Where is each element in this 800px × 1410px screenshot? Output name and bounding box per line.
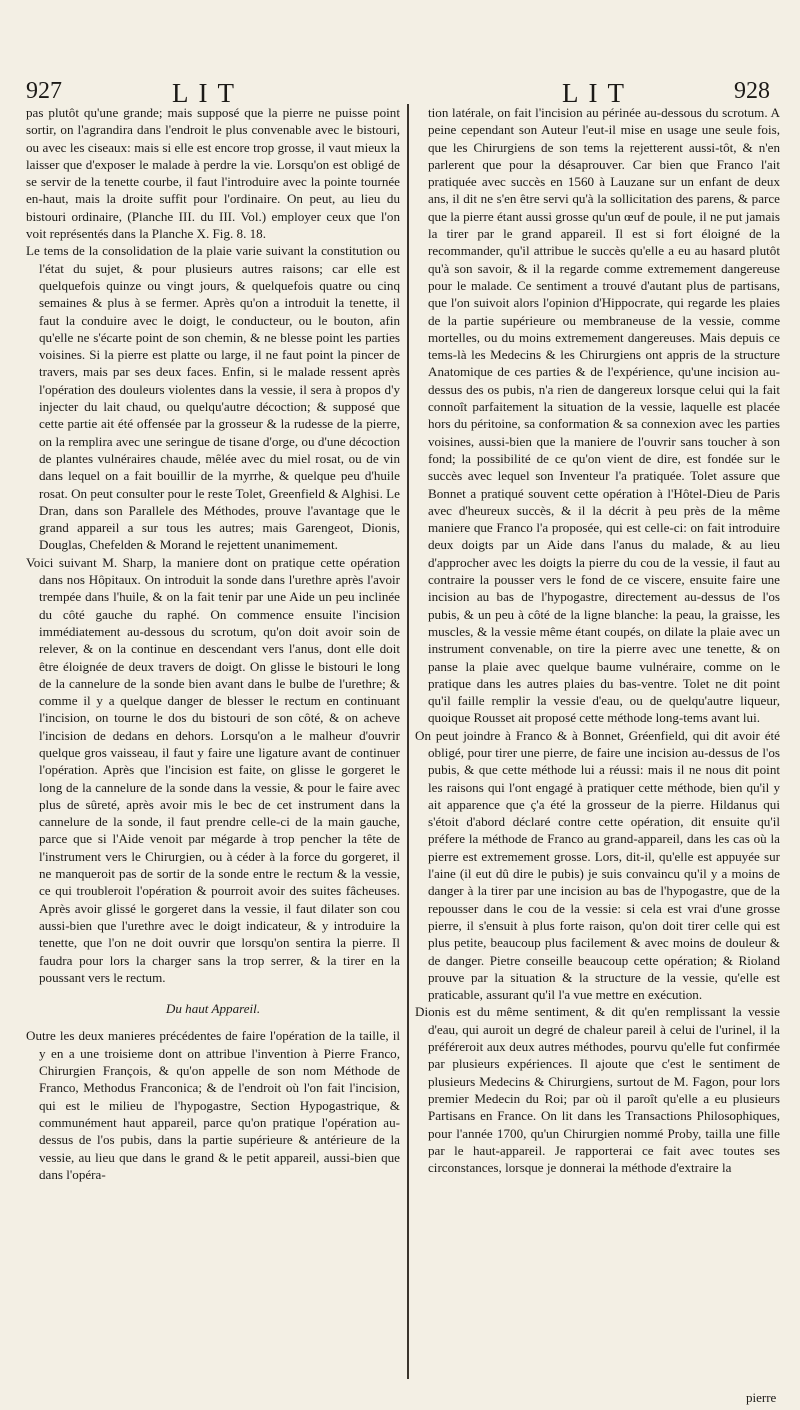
right-paragraph-1: tion latérale, on fait l'incision au périnée au-dessous du scrotum. A peine cependant son Auteur l'eut-il mise en usage une seule fois, que les Chirurgiens de son tems la rejetterent aussi-tôt, & n'en parlerent que pour la désaprouver. Car bien que Franco l'ait pratiquée avec succès en 1560 à Lauzane sur un enfant de deux ans, il dit ne s'en être servi qu'à la sollicitation des parens, & parce que la pierre étant aussi grosse qu'un œuf de poule, il ne put jamais la tirer par le grand appareil. Il est si fort éloigné de la recommander, qu'il attribue le succès qu'elle a eu au hasard plutôt qu'à son savoir, & il la regarde comme extremement dangereuse pour le malade. Ce sentiment a trouvé d'autant plus de partisans, que l'on suivoit alors l'opinion d'Hippocrate, qui regarde les plaies de la partie supérieure ou membraneuse de la vessie, comme mortelles, ou du moins extremement dangereuses. Mais depuis ce tems-là les Medecins & les Chirurgiens ont appris de la structure Anatomique de ces parties & de l'expérience, qu'une incision au-dessus des os pubis, n'a rien de dangereux lorsque celui qui la fait connoît parfaitement la situation de la vessie, laquelle est placée hors du péritoine, sa conformation & sa connexion avec les parties voisines, aussi-bien que la maniere de l'ouvrir sans toucher à son fond; la possibilité de ce qu'on vient de dire, est fondée sur le succès avec lequel son Inventeur l'a pratiquée. Tolet assure que Bonnet a pratiqué souvent cette opération à l'Hôtel-Dieu de Paris avec d'heureux succès, & il la décrit à peu près de la même maniere que Franco l'a proposée, qui est celle-ci: on fait introduire deux doigts par un Aide dans l'anus du malade, & au lieu d'approcher avec les doigts la pierre du cou de la vessie, il faut au contraire la pousser vers le fond de ce viscere, ensuite faire une incision au bas de l'hypogastre, directement au-dessus de l'os pubis, & un peu à côté de la ligne blanche: la peau, la graisse, les muscles, & la vessie même étant coupés, on dilate la plaie avec un instrument convenable, on tire la pierre avec une tenette, & on panse la plaie avec quelque baume vulnéraire, comme on le pratique dans les autres plaies du bas-ventre. Tolet ne dit point qu'il faille remplir la vessie d'eau, ou de quelqu'autre liqueur, quoique Rousset ait proposé cette méthode long-tems avant lui. <box>428 105 780 726</box>
right-paragraph-2: On peut joindre à Franco & à Bonnet, Gréenfield, qui dit avoir été obligé, pour tirer une pierre, de faire une incision au-dessus de l'os pubis, & que cette méthode lui a réussi: mais il ne nous dit point les raisons qui l'ont engagé à pratiquer cette méthode, bien qu'il y ait apparence que ç'a été la grosseur de la pierre. Hildanus qui s'étoit d'abord déclaré contre cette opération, dit ensuite qu'il préfere la méthode de Franco au grand-appareil, dans les cas où la pierre est extremement grosse. Lors, dit-il, qu'elle est appuyée sur l'aine (il eut dû dire le pubis) je suis convaincu qu'il y a moins de danger à la tirer par une incision au bas de l'hypogastre, que de la repousser dans le cou de la vessie: si cela est vrai d'une grosse pierre, il s'ensuit à plus forte raison, qu'on doit tirer celle qui est plus petite, beaucoup plus facilement & avec moins de douleur & de danger. Pietre conseille beaucoup cette opération; & Rioland prouve par la situation & la structure de la vessie, qu'elle est praticable, assurant qu'il l'a vue mettre en exécution. <box>415 727 780 1003</box>
right-running-head: LIT <box>562 78 634 108</box>
left-column <box>26 104 400 1394</box>
left-paragraph-3: Voici suivant M. Sharp, la maniere dont on pratique cette opération dans nos Hôpitaux. On introduit la sonde dans l'urethre après l'avoir trempée dans l'huile, & on la fait tenir par une Aide un peu inclinée du côté gauche du raphé. On commence ensuite l'incision immédiatement au-dessous du scrotum, qu'on doit avoir soin de relever, & on la continue en descendant vers l'anus, dont elle doit être éloignée de deux travers de doigt. On glisse le bistouri le long de la cannelure de la sonde bien avant dans le bulbe de l'urethre; & comme il y a quelque danger de blesser le rectum en continuant l'incision, on tourne le dos du bistouri de son côté, & on acheve l'incision de dedans en dehors. Lorsqu'on a le malheur d'ouvrir quelque gros vaisseau, il faut y faire une ligature avant de continuer l'opération. Après que l'incision est faite, on glisse le gorgeret le long de la cannelure de la sonde dans la vessie, & pour le faire avec plus de sûreté, après avoir mis le bec de cet instrument dans la cannelure de la sonde, il faut prendre celle-ci de la main gauche, parce que si l'Aide venoit par mégarde à trop pencher la tête de l'instrument vers le Chirurgien, ou à céder à la force du gorgeret, il ne manqueroit pas de sortir de la sonde entre le rectum & la vessie, ce qui troubleroit l'opération & pourroit avoir des suites fâcheuses. Après avoir glissé le gorgeret dans la vessie, il faut dilater son cou aussi-bien que l'urethre avec le doigt indicateur, & y introduire la tenette, que l'on ne doit ouvrir que lorsqu'on sentira la pierre. Il faudra pour lors la charger sans la trop serrer, & la tirer en la poussant vers le rectum. <box>26 554 400 985</box>
left-paragraph-4: Outre les deux manieres précédentes de faire l'opération de la taille, il y en a une troisieme dont on attribue l'invention à Pierre Franco, Chirurgien François, & qu'on appelle de son nom Méthode de Franco, Methodus Franconica; & de l'endroit où l'on fait l'incision, qui est le milieu de l'hypogastre, Section Hypogastrique, & communément haut appareil, parce qu'on pratique l'opération au-dessus de l'os pubis, dans la partie supérieure & antérieure de la vessie, au lieu que dans le grand & le petit appareil, aussi-bien que dans l'opéra- <box>26 1028 400 1182</box>
right-paragraph-3: Dionis est du même sentiment, & dit qu'en remplissant la vessie d'eau, qui auroit un degré de chaleur pareil à celui de l'urinel, il la préféreroit aux deux autres méthodes, pourvu qu'elle fut confirmée par plusieurs expériences. Il ajoute que c'est le sentiment de plusieurs Medecins & Chirurgiens, surtout de M. Fagon, pour lors premier Medecin du Roi; par où il paroît qu'elle a eu plusieurs Partisans en France. On lit dans les Transactions Philosophiques, pour l'année 1700, qu'un Chirurgien nommé Proby, tailla une fille par le haut-appareil. Je rapporterai ce fait avec toutes ses circonstances, lorsque je donnerai la méthode d'extraire la <box>415 1004 780 1176</box>
right-column <box>415 104 780 1394</box>
left-paragraph-1: pas plutôt qu'une grande; mais supposé que la pierre ne puisse point sortir, on l'agrandira dans l'endroit le plus convenable avec le bistouri, ou avec les ciseaux: mais si elle est encore trop grosse, il vaut mieux la laisser que d'exposer le malade à perdre la vie. Lorsqu'on est obligé de se servir de la tenette courbe, il faut l'introduire avec la pointe tournée en-haut, mais la droite suffit pour l'ordinaire. On peut, au lieu du bistouri ordinaire, (Planche III. du III. Vol.) employer ceux que l'on voit représentés dans la Planche X. Fig. 8. 18. <box>26 105 400 242</box>
section-heading: Du haut Appareil. <box>165 1001 261 1017</box>
catchword: pierre <box>746 1390 777 1405</box>
left-paragraph-2: Le tems de la consolidation de la plaie varie suivant la constitution ou l'état du sujet, & pour plusieurs autres raisons; car elle est quelquefois quinze ou vingt jours, & quelquefois quatre ou cinq semaines & plus à se fermer. Après qu'on a introduit la tenette, il faut la conduire avec le doigt, le conducteur, ou le bouton, afin qu'elle ne s'écarte point de son chemin, & ne blesse point les parties voisines. Si la pierre est platte ou large, il ne faut point la pincer de travers, mais par ses deux faces. Enfin, si le malade ressent après l'opération des douleurs violentes dans la vessie, il sera à propos d'y injecter du lait chaud, ou quelqu'autre décoction; & supposé que cette partie ait été offensée par la grosseur & la rudesse de la pierre, on la remplira avec une seringue de tisane d'orge, ou d'une décoction de plantes vulnéraires chaude, mêlée avec du miel rosat, ou de vin dans lequel on a fait bouillir de la myrrhe, & quelque peu d'huile rosat. On peut consulter pour le reste Tolet, Greenfield & Alghisi. Le Dran, dans son Parallele des Méthodes, prouve l'avantage que le grand appareil a sur tous les autres; mais Garengeot, Dionis, Douglas, Chefelden & Morand le rejettent unanimement. <box>26 243 400 553</box>
left-running-head: LIT <box>172 78 244 108</box>
column-rule <box>407 104 409 1379</box>
right-page-number: 928 <box>734 78 770 104</box>
left-page-number: 927 <box>26 78 62 104</box>
